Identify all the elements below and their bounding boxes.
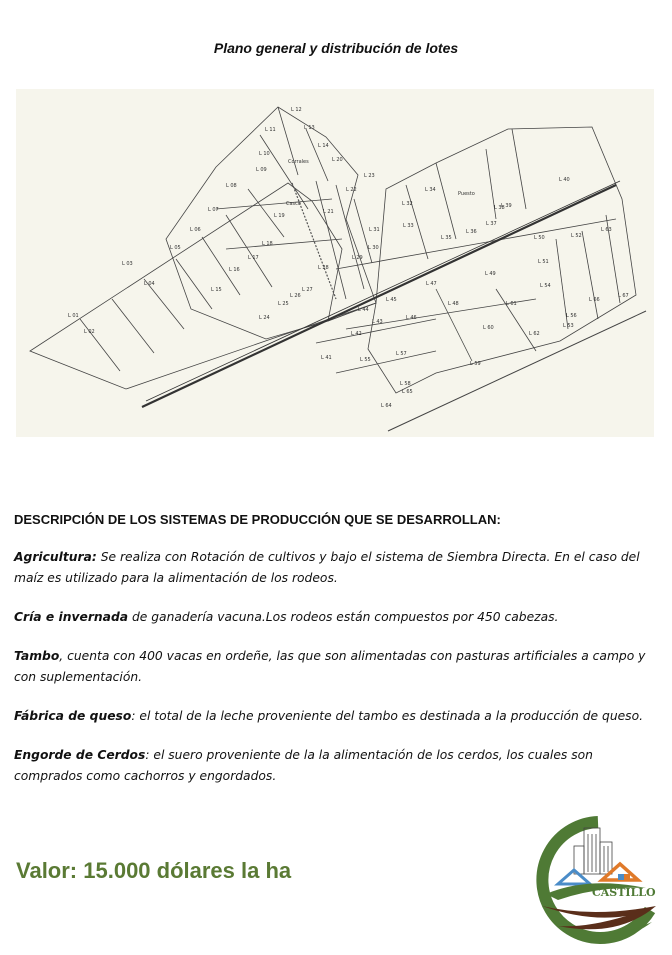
item-text: Se realiza con Rotación de cultivos y bajo el sistema de Siembra Directa. En el caso del maíz es utilizado para la alimentación de los rodeos.: [14, 550, 640, 585]
lot-label: L 44: [358, 307, 369, 313]
lot-label: L 47: [426, 281, 437, 287]
lot-label: L 27: [302, 287, 313, 293]
lot-label: L 05: [170, 245, 181, 251]
lot-label: L 06: [190, 227, 201, 233]
lot-label: L 61: [506, 301, 517, 307]
logo-text: CASTILLO: [592, 886, 656, 899]
place-label: Casco: [286, 201, 301, 207]
castillo-logo: [528, 814, 668, 950]
item-agricultura: [14, 547, 664, 589]
item-text: de ganadería vacuna.Los rodeos están compuestos por 450 cabezas.: [128, 610, 559, 624]
lot-label: L 16: [229, 267, 240, 273]
building-icon: [574, 828, 612, 874]
item-engorde-cerdos: [14, 745, 664, 787]
lot-label: L 60: [483, 325, 494, 331]
lot-label: L 48: [448, 301, 459, 307]
lot-label: L 13: [304, 125, 315, 131]
item-text: : el total de la leche proveniente del tambo es destinada a la producción de queso.: [131, 709, 644, 723]
lot-label: L 53: [563, 323, 574, 329]
lot-label: L 40: [559, 177, 570, 183]
lot-label: L 37: [486, 221, 497, 227]
lot-label: L 34: [425, 187, 436, 193]
lot-label: L 26: [290, 293, 301, 299]
lot-label: L 12: [291, 107, 302, 113]
lot-label: L 36: [466, 229, 477, 235]
lot-label: L 01: [68, 313, 79, 319]
lot-label: L 55: [360, 357, 371, 363]
lot-label: L 30: [368, 245, 379, 251]
lot-label: L 33: [403, 223, 414, 229]
lot-label: L 45: [386, 297, 397, 303]
lot-label: L 19: [274, 213, 285, 219]
page-title: Plano general y distribución de lotes: [213, 40, 459, 56]
lot-label: L 32: [402, 201, 413, 207]
lot-label: L 46: [406, 315, 417, 321]
lot-label: L 29: [352, 255, 363, 261]
lot-label: L 64: [381, 403, 392, 409]
lot-label: L 51: [538, 259, 549, 265]
item-tambo: [14, 646, 664, 688]
item-term: Engorde de Cerdos: [14, 748, 146, 762]
price-label: Valor: 15.000 dólares la ha: [16, 858, 292, 883]
item-term: Fábrica de queso: [14, 709, 132, 723]
lot-label: L 28: [318, 265, 329, 271]
item-term: Tambo: [14, 649, 60, 663]
lot-label: L 62: [529, 331, 540, 337]
lot-label: L 35: [441, 235, 452, 241]
lot-label: L 21: [323, 209, 334, 215]
lot-label: L 22: [346, 187, 357, 193]
lot-label: L 56: [566, 313, 577, 319]
lot-label: L 24: [259, 315, 270, 321]
lot-label: L 41: [321, 355, 332, 361]
lot-label: L 20: [332, 157, 343, 163]
place-label: Corrales: [288, 159, 309, 165]
lot-label: L 67: [618, 293, 629, 299]
lot-label: L 17: [248, 255, 259, 261]
place-label: Puesto: [458, 191, 475, 197]
lot-label: L 43: [372, 319, 383, 325]
lot-label: L 03: [122, 261, 133, 267]
lot-label: L 54: [540, 283, 551, 289]
production-systems-section: [14, 510, 664, 805]
lot-label: L 07: [208, 207, 219, 213]
item-text: : el suero proveniente de la la alimentación de los cerdos, los cuales son comprados como cachorros y engordados.: [14, 748, 593, 783]
lot-label: L 14: [318, 143, 329, 149]
lot-label: L 18: [262, 241, 273, 247]
lot-label: L 04: [144, 281, 155, 287]
item-text: , cuenta con 400 vacas en ordeñe, las que son alimentadas con pasturas artificiales a campo y con suplementación.: [14, 649, 646, 684]
item-term: Agricultura:: [14, 550, 97, 564]
item-cria-invernada: [14, 607, 664, 628]
lot-label: L 49: [485, 271, 496, 277]
lot-label: L 66: [589, 297, 600, 303]
lot-label: L 58: [400, 381, 411, 387]
lot-label: L 39: [501, 203, 512, 209]
lot-label: L 10: [259, 151, 270, 157]
lot-label: L 42: [351, 331, 362, 337]
lot-label: L 52: [571, 233, 582, 239]
lot-label: L 11: [265, 127, 276, 133]
lot-label: L 57: [396, 351, 407, 357]
lot-label: L 38: [494, 205, 505, 211]
item-term: Cría e invernada: [14, 610, 129, 624]
section-heading: DESCRIPCIÓN DE LOS SISTEMAS DE PRODUCCIÓN QUE SE DESARROLLAN:: [14, 512, 501, 527]
lot-label: L 02: [84, 329, 95, 335]
lot-label: L 59: [470, 361, 481, 367]
lot-label: L 08: [226, 183, 237, 189]
lot-label: L 15: [211, 287, 222, 293]
lot-label: L 23: [364, 173, 375, 179]
lot-label: L 63: [601, 227, 612, 233]
lot-label: L 50: [534, 235, 545, 241]
item-fabrica-queso: [14, 706, 664, 727]
lot-label: L 25: [278, 301, 289, 307]
lot-label: L 31: [369, 227, 380, 233]
lot-label: L 09: [256, 167, 267, 173]
lot-distribution-map: [16, 89, 654, 437]
lot-label: L 65: [402, 389, 413, 395]
